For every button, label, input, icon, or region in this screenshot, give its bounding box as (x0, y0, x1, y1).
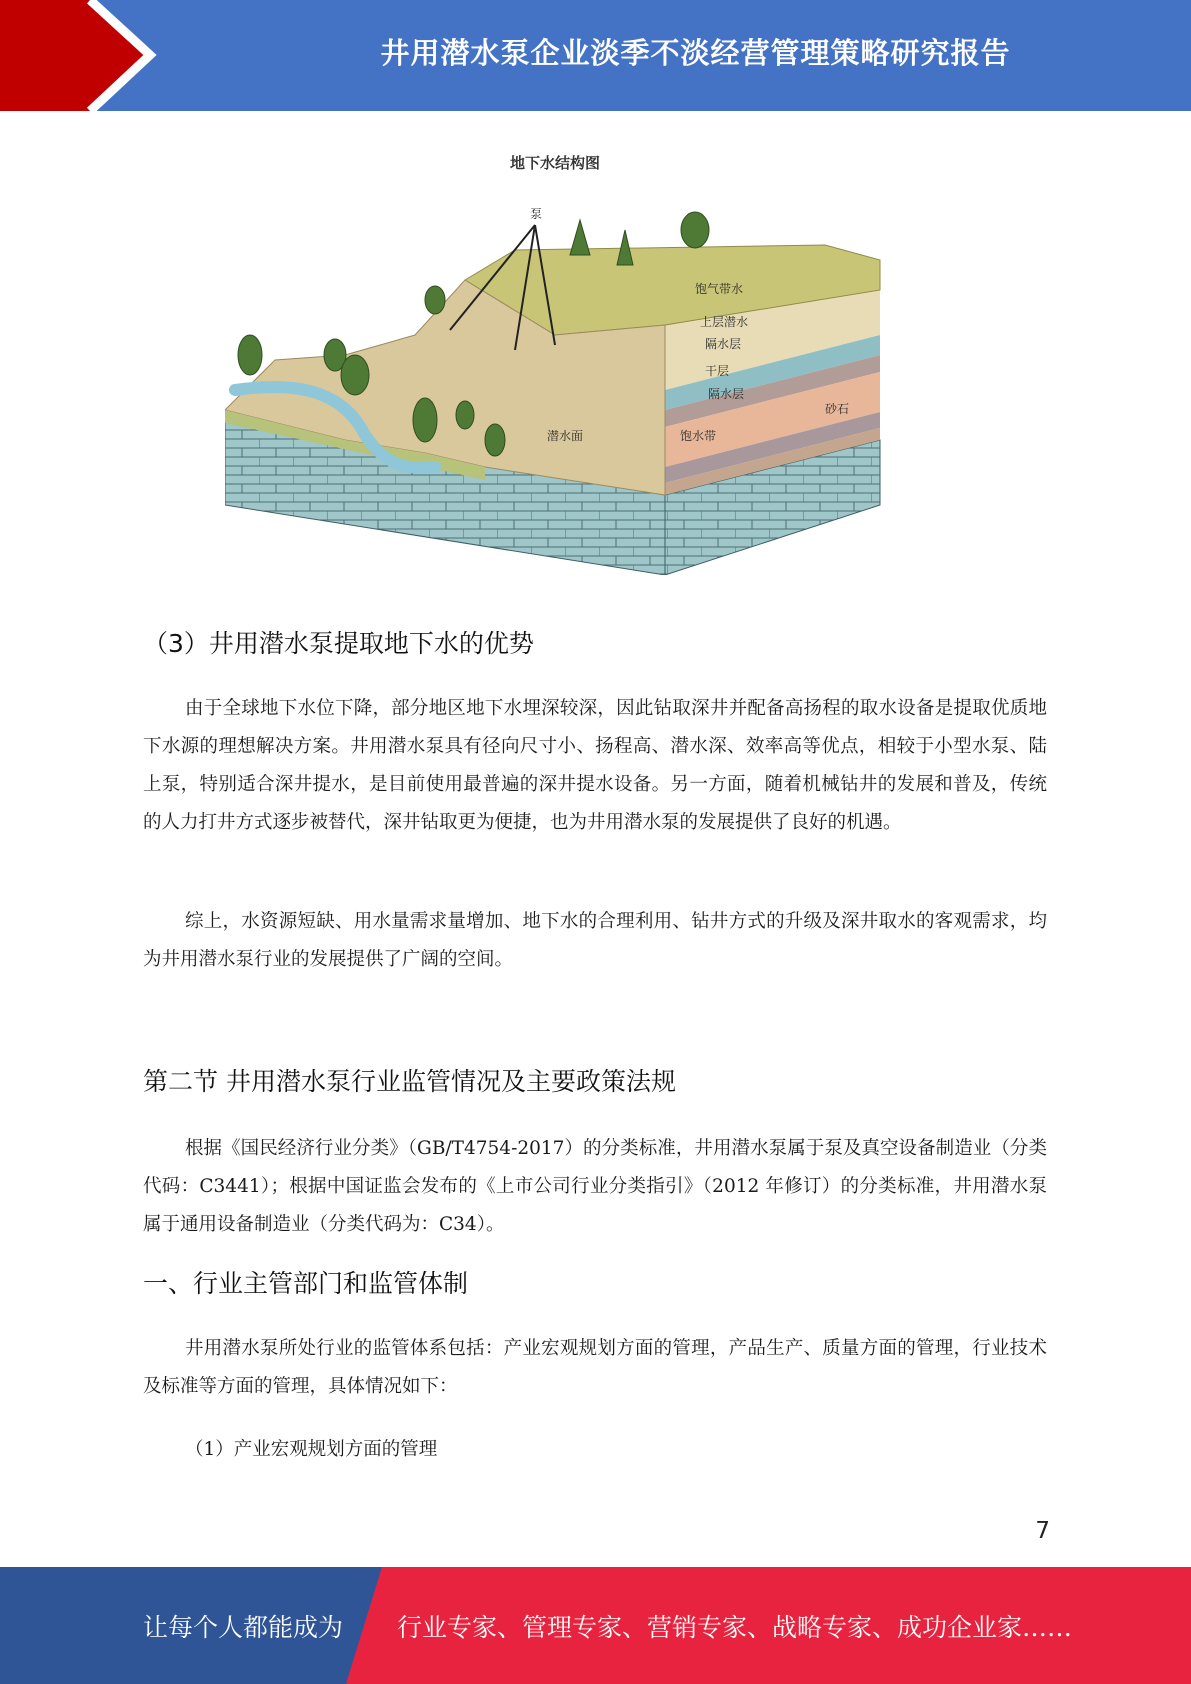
section-two-paragraph: 根据《国民经济行业分类》（GB/T4754-2017）的分类标准，井用潜水泵属于泵及真空设备制造业（分类代码：C3441）；根据中国证监会发布的《上市公司行业分类指引》（2012 年修订）的分类标准，井用潜水泵属于通用设备制造业（分类代码为：C34）。 (143, 1138, 1047, 1235)
label-sandstone: 砂石 (825, 402, 850, 416)
subsection-one-item: （1）产业宏观规划方面的管理 (185, 1439, 438, 1460)
subsection-one-paragraph: 井用潜水泵所处行业的监管体系包括：产业宏观规划方面的管理，产品生产、质量方面的管理，行业技术及标准等方面的管理，具体情况如下： (143, 1338, 1047, 1397)
label-water-table: 潜水面 (547, 429, 584, 443)
label-aeration-water: 饱气带水 (695, 282, 744, 296)
label-saturated-zone: 饱水带 (680, 429, 717, 443)
section-3-paragraph-2: 综上，水资源短缺、用水量需求量增加、地下水的合理利用、钻井方式的升级及深井取水的客观需求，均为井用潜水泵行业的发展提供了广阔的空间。 (143, 911, 1047, 970)
label-pump: 泵 (530, 207, 543, 221)
groundwater-illustration (225, 205, 885, 575)
section-3-heading: （3）井用潜水泵提取地下水的优势 (143, 629, 534, 658)
footer-slogan-right: 行业专家、管理专家、营销专家、战略专家、成功企业家…… (397, 1612, 1073, 1642)
label-perched-water: 上层潜水 (700, 315, 749, 329)
section-two-heading: 第二节 井用潜水泵行业监管情况及主要政策法规 (143, 1067, 676, 1096)
page-number: 7 (1035, 1518, 1050, 1544)
section-3-paragraph-1: 由于全球地下水位下降，部分地区地下水埋深较深，因此钻取深井并配备高扬程的取水设备是提取优质地下水源的理想解决方案。井用潜水泵具有径向尺寸小、扬程高、潜水深、效率高等优点，相较于小型水泵、陆上泵，特别适合深井提水，是目前使用最普遍的深井提水设备。另一方面，随着机械钻井的发展和普及，传统的人力打井方式逐步被替代，深井钻取更为便捷，也为井用潜水泵的发展提供了良好的机遇。 (143, 698, 1047, 833)
groundwater-structure-figure (225, 205, 885, 575)
page-header (0, 0, 1191, 111)
page-footer (0, 1567, 1191, 1684)
label-dry-layer: 干层 (705, 364, 730, 378)
subsection-one-heading: 一、行业主管部门和监管体制 (143, 1269, 469, 1298)
figure-caption: 地下水结构图 (509, 154, 600, 172)
footer-slogan-left: 让每个人都能成为 (143, 1612, 344, 1642)
report-title: 井用潜水泵企业淡季不淡经营管理策略研究报告 (380, 36, 1011, 70)
label-aquiclude-1: 隔水层 (705, 337, 742, 351)
label-aquiclude-2: 隔水层 (708, 387, 745, 401)
